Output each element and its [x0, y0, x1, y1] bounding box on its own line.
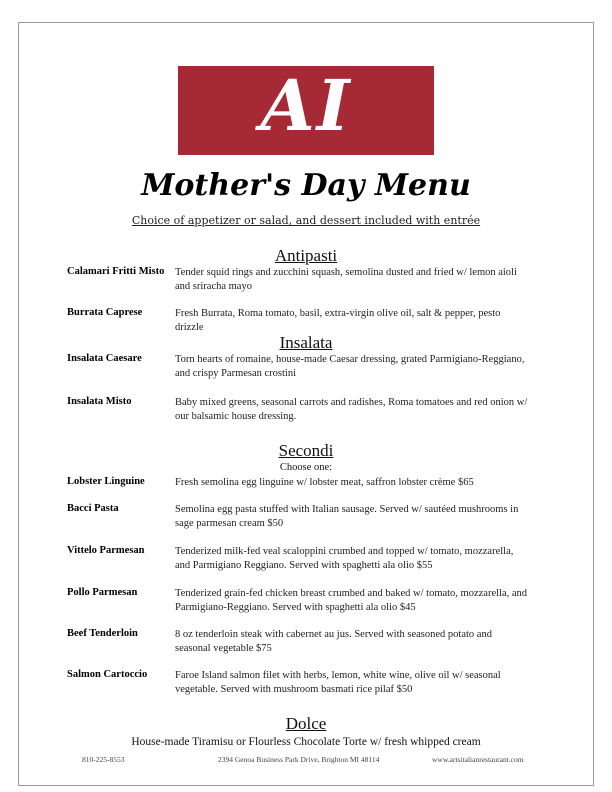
section-heading-secondi: Secondi	[278, 441, 334, 460]
logo-text: AI	[260, 64, 352, 147]
item-name: Bacci Pasta	[67, 503, 119, 514]
item-description: Tender squid rings and zucchini squash, semolina dusted and fried w/ lemon aioli and sriracha mayo	[175, 267, 517, 292]
item-name: Pollo Parmesan	[67, 587, 138, 598]
dolce-description: House-made Tiramisu or Flourless Chocolate Torte w/ fresh whipped cream	[131, 736, 481, 748]
item-description: Torn hearts of romaine, house-made Caesar dressing, grated Parmigiano-Reggiano, and crispy Parmesan crostini	[175, 354, 525, 379]
menu-subtitle: Choice of appetizer or salad, and dessert included with entrée	[131, 214, 481, 227]
item-name: Burrata Caprese	[67, 307, 143, 318]
page-title: Mother's Day Menu	[141, 168, 471, 203]
item-name: Lobster Linguine	[67, 476, 145, 487]
item-description: Tenderized grain-fed chicken breast crumbed and baked w/ tomato, mozzarella, and Parmigiano-Reggiano. Served with spaghetti ala olio $45	[175, 588, 528, 613]
footer-website: www.artsitalianrestaurant.com	[432, 755, 524, 764]
footer-address: 2394 Genoa Business Park Drive, Brighton MI 48114	[218, 755, 380, 764]
item-description: Semolina egg pasta stuffed with Italian sausage. Served w/ sautéed mushrooms in sage parmesan cream $50	[175, 504, 519, 529]
item-description: Tenderized milk-fed veal scaloppini crumbed and topped w/ tomato, mozzarella, and Parmigiano Reggiano. Served with spaghetti ala olio $55	[175, 546, 514, 571]
item-name: Insalata Caesare	[67, 353, 142, 364]
item-name: Salmon Cartoccio	[67, 669, 148, 680]
section-heading-antipasti: Antipasti	[274, 246, 338, 265]
choose-note: Choose one:	[279, 462, 333, 473]
item-name: Calamari Fritti Misto	[67, 266, 165, 277]
section-heading-insalata: Insalata	[279, 333, 333, 352]
item-description: 8 oz tenderloin steak with cabernet au jus. Served with seasoned potato and seasonal vegetable $75	[175, 629, 492, 654]
item-description: Fresh Burrata, Roma tomato, basil, extra-virgin olive oil, salt & pepper, pesto drizzle	[175, 308, 501, 333]
item-name: Insalata Misto	[67, 396, 132, 407]
item-description: Faroe Island salmon filet with herbs, lemon, white wine, olive oil w/ seasonal vegetable. Served with mushroom basmati rice pilaf $50	[175, 670, 501, 695]
restaurant-logo	[178, 66, 434, 155]
item-name: Beef Tenderloin	[67, 628, 138, 639]
item-name: Vittelo Parmesan	[67, 545, 145, 556]
footer-phone: 810-225-8553	[82, 755, 125, 764]
item-description: Fresh semolina egg linguine w/ lobster meat, saffron lobster crème $65	[175, 477, 474, 488]
section-heading-dolce: Dolce	[285, 714, 327, 733]
item-description: Baby mixed greens, seasonal carrots and radishes, Roma tomatoes and red onion w/ our balsamic house dressing.	[175, 397, 528, 422]
